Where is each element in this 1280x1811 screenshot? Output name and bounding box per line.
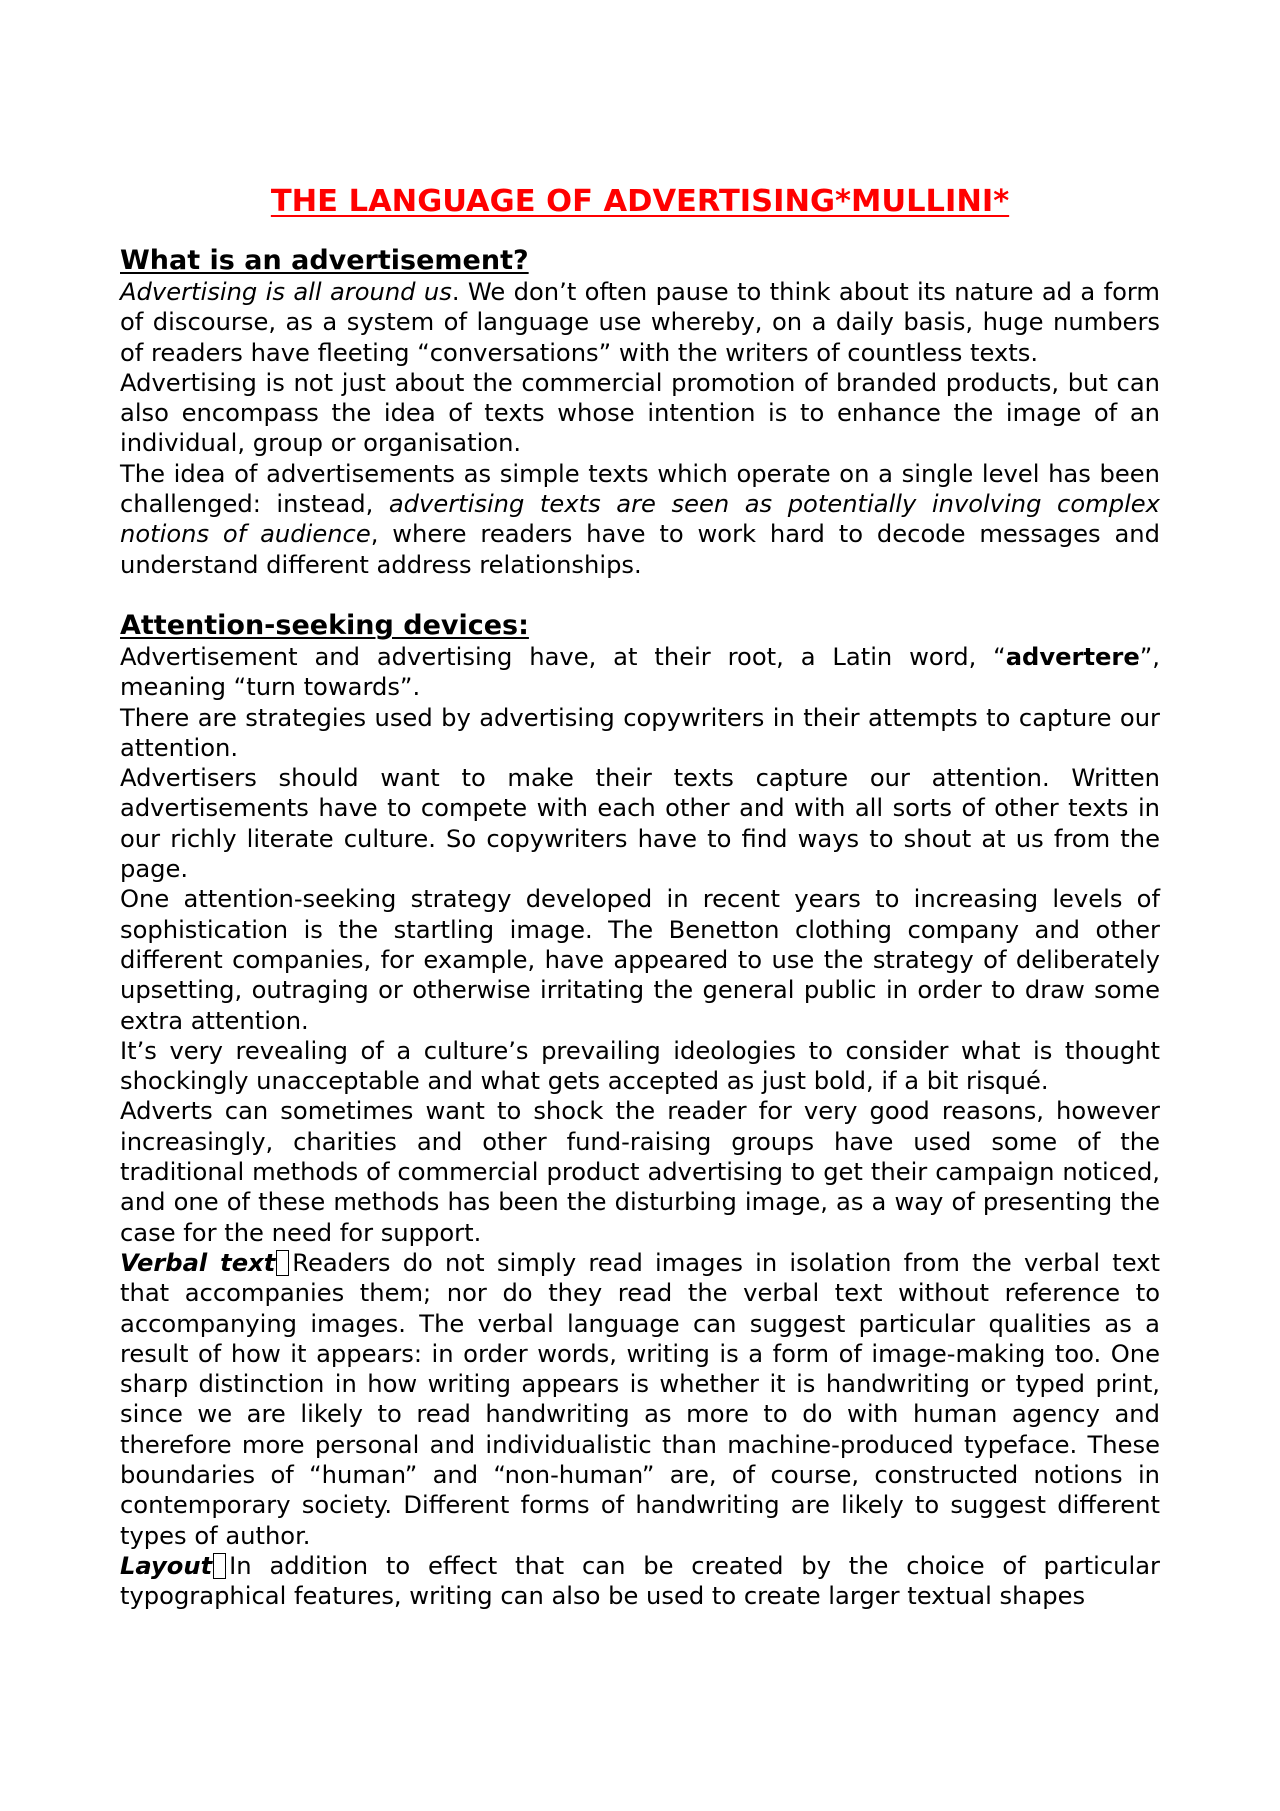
text-run: In addition to effect that can be created by the choice of particular typographical features, writing can also be used to create larger textual shapes — [120, 1551, 1160, 1611]
missing-glyph-icon — [213, 1553, 226, 1579]
layout-label: Layout — [120, 1551, 213, 1580]
text-run: , where readers have to work hard to decode messages and understand different address relationships. — [120, 520, 1160, 579]
section-heading-what-is-advertisement: What is an advertisement? — [120, 245, 529, 276]
paragraph: It’s very revealing of a culture’s prevailing ideologies to consider what is thought shockingly unacceptable and what gets accepted as just bold, if a bit risqué. — [120, 1036, 1160, 1096]
document-title: THE LANGUAGE OF ADVERTISING*MULLINI* — [270, 184, 1010, 219]
paragraph — [120, 1551, 1160, 1612]
document-page — [120, 176, 1160, 1611]
text-run: . We don’t often pause to think about its nature ad a form of discourse, as a system of language use whereby, on a daily basis, huge numbers of readers have fleeting “conversations” with the writers of countless texts. — [120, 278, 1160, 367]
text-run: ”, meaning “turn towards”. — [120, 642, 1160, 702]
paragraph — [120, 1248, 1160, 1551]
section-heading-attention-seeking: Attention-seeking devices: — [120, 609, 529, 641]
paragraph: Adverts can sometimes want to shock the reader for very good reasons, however increasingly, charities and other fund-raising groups have used some of the traditional methods of commercial product advertising to get their campaign noticed, and one of these methods has been the disturbing image, as a way of presenting the case for the need for support. — [120, 1097, 1160, 1247]
italic-phrase: advertising texts are seen as potentially involving complex notions of audience — [120, 490, 1160, 549]
italic-phrase: Advertising is all around us — [120, 278, 452, 306]
verbal-text-label: Verbal text — [120, 1248, 276, 1277]
text-run: Readers do not simply read images in isolation from the verbal text that accompanies them; nor do they read the verbal text without reference to accompanying images. The verbal language can suggest particular qualities as a result of how it appears: in order words, writing is a form of image-making too. One sharp distinction in how writing appears is whether it is handwriting or typed print, since we are likely to read handwriting as more to do with human agency and therefore more personal and individualistic than machine-produced typeface. These boundaries of “human” and “non-human” are, of course, constructed notions in contemporary society. Different forms of handwriting are likely to suggest different types of author. — [120, 1248, 1160, 1550]
paragraph — [120, 642, 1160, 703]
bold-word: advertere — [1005, 642, 1140, 671]
text-run: The idea of advertisements as simple texts which operate on a single level has been challenged: instead, — [120, 459, 1160, 519]
text-run: Advertisement and advertising have, at their root, a Latin word, “ — [120, 642, 1006, 671]
paragraph: There are strategies used by advertising copywriters in their attempts to capture our attention. — [120, 703, 1160, 762]
paragraph — [120, 277, 1160, 368]
paragraph: Advertisers should want to make their texts capture our attention. Written advertisements have to compete with each other and with all sorts of other texts in our richly literate culture. So copywriters have to find ways to shout at us from the page. — [120, 764, 1160, 884]
paragraph: Advertising is not just about the commercial promotion of branded products, but can also encompass the idea of texts whose intention is to enhance the image of an individual, group or organisation. — [120, 368, 1160, 458]
paragraph: One attention-seeking strategy developed in recent years to increasing levels of sophistication is the startling image. The Benetton clothing company and other different companies, for example, have appeared to use the strategy of deliberately upsetting, outraging or otherwise irritating the general public in order to draw some extra attention. — [120, 885, 1160, 1035]
missing-glyph-icon — [276, 1250, 289, 1276]
paragraph — [120, 459, 1160, 580]
